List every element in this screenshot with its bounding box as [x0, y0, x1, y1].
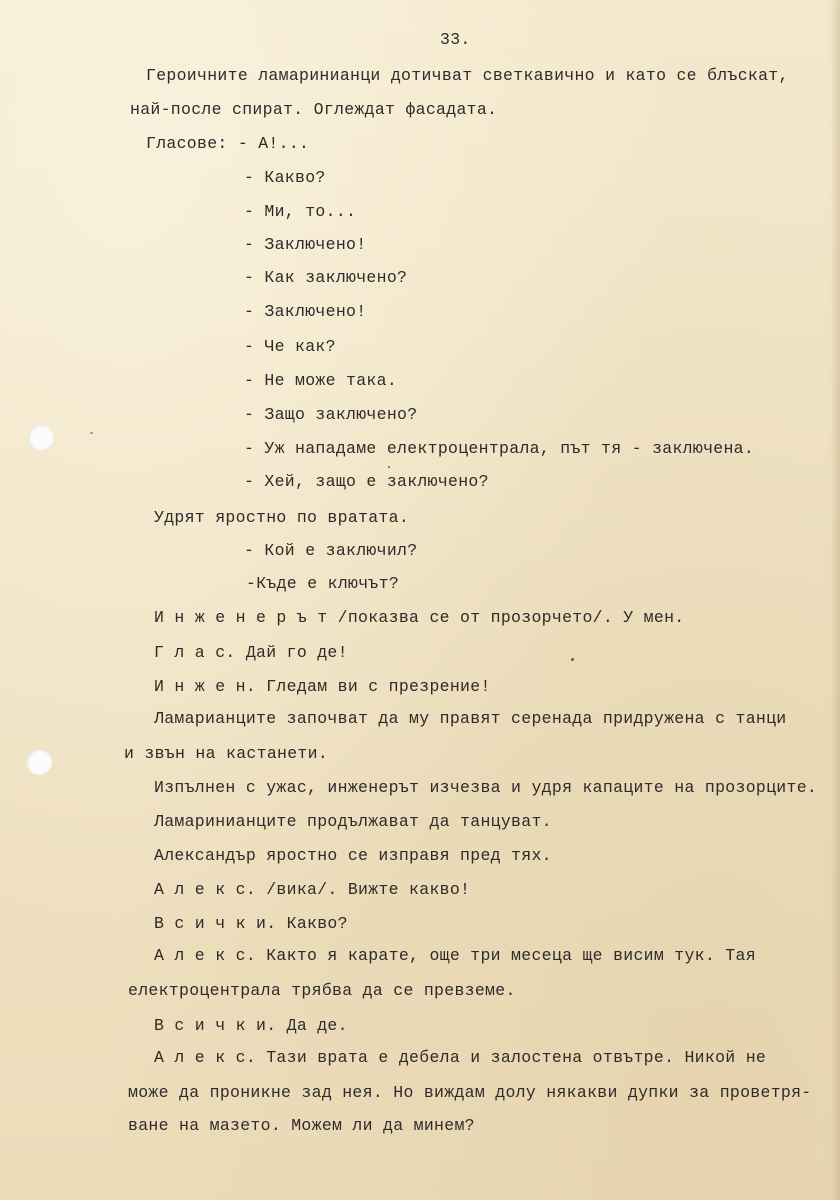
text-line: В с и ч к и. Да де. [154, 1016, 348, 1035]
paper-speck [388, 466, 390, 468]
text-line: ване на мазето. Можем ли да минем? [128, 1116, 475, 1135]
text-line: Героичните ламаринианци дотичват светкавично и като се блъскат, [146, 66, 789, 85]
text-line: -Къде е ключът? [246, 574, 400, 593]
text-line: - Заключено! [244, 302, 367, 321]
text-line: може да проникне зад нея. Но виждам долу някакви дупки за проветря- [128, 1083, 812, 1102]
text-line: - Какво? [244, 168, 326, 187]
paper-speck [90, 432, 93, 434]
text-line: И н ж е н е р ъ т /показва се от прозорчето/. У мен. [154, 608, 685, 627]
text-line: Ламарианците започват да му правят серенада придружена с танци [154, 709, 787, 728]
text-line: - Заключено! [244, 235, 367, 254]
text-line: Александър яростно се изправя пред тях. [154, 846, 552, 865]
text-line: Ламаринианците продължават да танцуват. [154, 812, 552, 831]
text-line: - Как заключено? [244, 268, 408, 287]
text-line: - Уж нападаме електроцентрала, път тя - заключена. [244, 439, 755, 458]
page-number: 33. [440, 30, 471, 49]
text-line: Изпълнен с ужас, инженерът изчезва и удря капаците на прозорците. [154, 778, 818, 797]
text-line: Удрят яростно по вратата. [154, 508, 410, 527]
text-line: най-после спират. Оглеждат фасадата. [130, 100, 498, 119]
text-line: А л е к с. Както я карате, още три месеца ще висим тук. Тая [154, 946, 756, 965]
text-line: - Че как? [244, 337, 336, 356]
text-line: Г л а с. Дай го де! [154, 643, 348, 662]
punch-hole-bottom [26, 749, 52, 775]
text-line: А л е к с. /вика/. Вижте какво! [154, 880, 471, 899]
text-line: - Не може така. [244, 371, 398, 390]
text-line: - Защо заключено? [244, 405, 418, 424]
punch-hole-top [28, 424, 54, 450]
text-line: електроцентрала трябва да се превземе. [128, 981, 516, 1000]
paper-speck [571, 658, 574, 661]
text-line: И н ж е н. Гледам ви с презрение! [154, 677, 491, 696]
text-line: - Кой е заключил? [244, 541, 418, 560]
text-line: - Ми, то... [244, 202, 357, 221]
text-line: - Хей, защо е заключено? [244, 472, 489, 491]
text-line: Гласове: - А!... [146, 134, 310, 153]
page-edge-shadow [830, 0, 840, 1200]
text-line: и звън на кастанети. [124, 744, 329, 763]
text-line: В с и ч к и. Какво? [154, 914, 348, 933]
text-line: А л е к с. Тази врата е дебела и залостена отвътре. Никой не [154, 1048, 767, 1067]
